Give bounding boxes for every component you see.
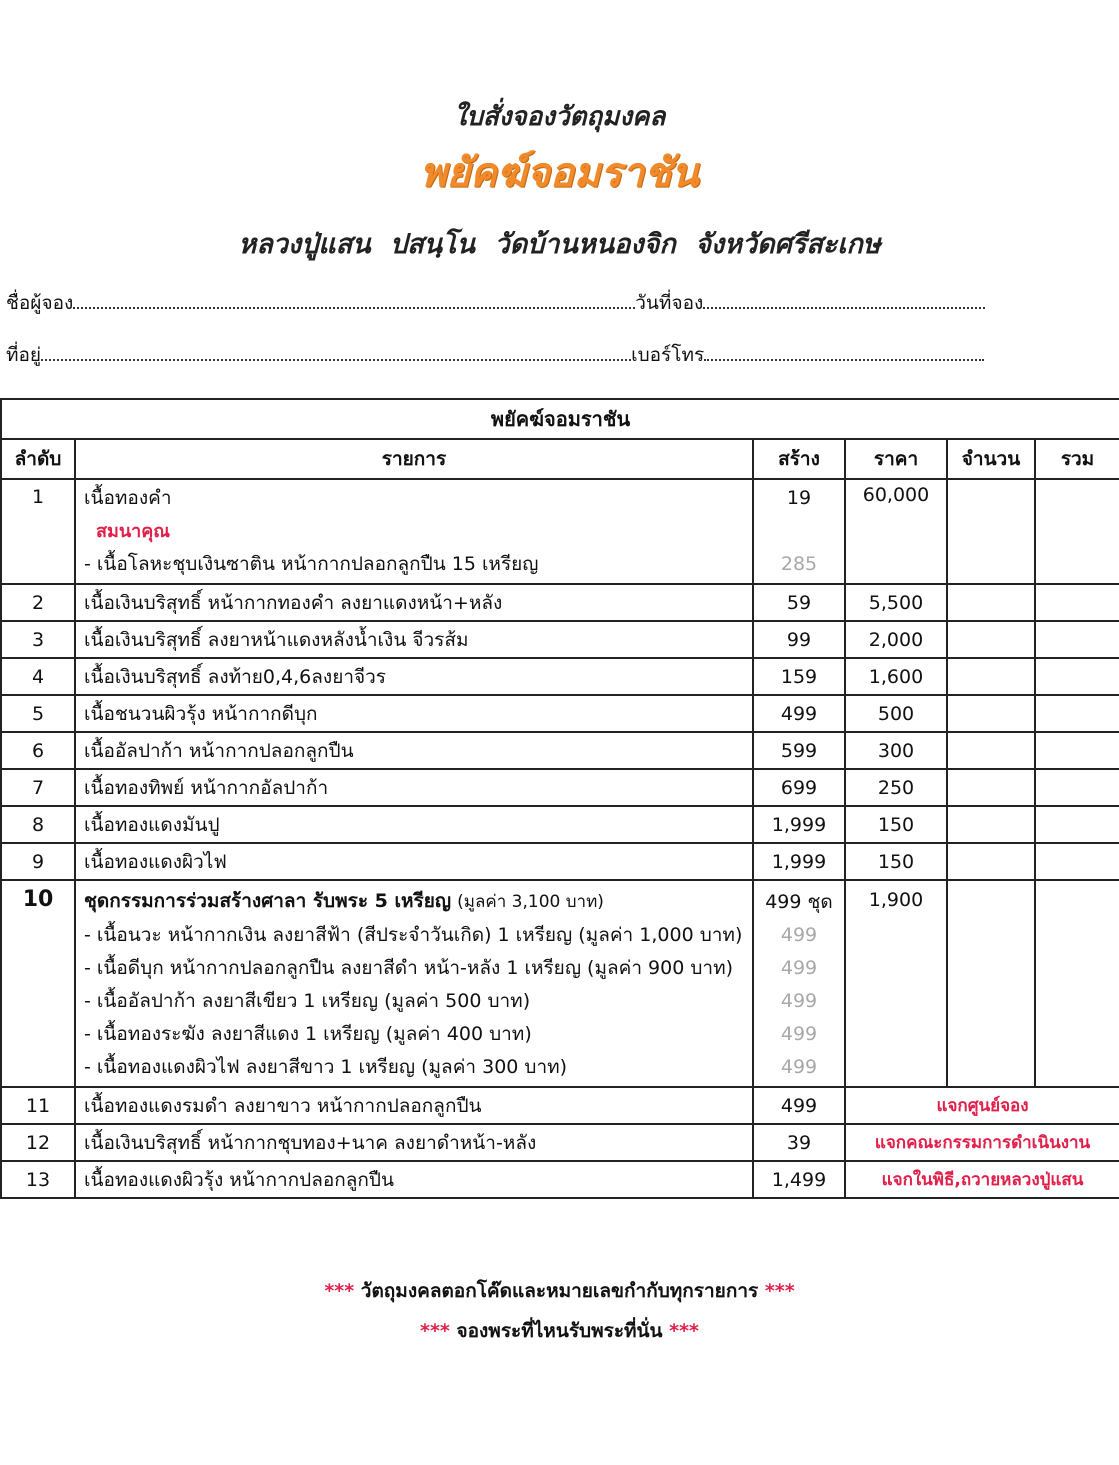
- footer-note-pickup-text: จองพระที่ไหนรับพระที่นั่น: [456, 1320, 663, 1342]
- footer-note-code: [0, 1276, 1119, 1306]
- row-total-cell[interactable]: [1035, 584, 1119, 621]
- row-no: 4: [1, 658, 75, 695]
- row-no: 6: [1, 732, 75, 769]
- table-row: [1, 769, 1119, 806]
- table-row: [1, 1087, 1119, 1124]
- col-header-price: ราคา: [845, 439, 947, 479]
- col-header-total: รวม: [1035, 439, 1119, 479]
- set-subitem-created: 499: [780, 989, 818, 1012]
- name-label: ชื่อผู้จอง: [6, 292, 74, 314]
- row-total-cell[interactable]: [1035, 658, 1119, 695]
- date-dotted-line: [703, 293, 985, 309]
- row-price: 60,000: [845, 479, 947, 584]
- row-created: 599: [753, 732, 845, 769]
- row-item: [75, 880, 753, 1087]
- stars-right: ***: [669, 1320, 699, 1342]
- set-value-note: (มูลค่า 3,100 บาท): [457, 892, 604, 912]
- row-created: [753, 880, 845, 1087]
- distribution-note: แจกศูนย์จอง: [845, 1087, 1119, 1124]
- form-title: ใบสั่งจองวัตถุมงคล: [453, 102, 666, 132]
- row-item: เนื้อทองแดงรมดำ ลงยาขาว หน้ากากปลอกลูกปืน: [75, 1087, 753, 1124]
- row-total-cell[interactable]: [1035, 479, 1119, 584]
- row-no: 12: [1, 1124, 75, 1161]
- row-created: 1,999: [753, 806, 845, 843]
- phone-label: เบอร์โทร: [631, 344, 705, 366]
- set-subitem-created: 499: [780, 956, 818, 979]
- set-subitem-5: - เนื้อทองแดงผิวไฟ ลงยาสีขาว 1 เหรียญ (มูลค่า 300 บาท): [84, 1056, 568, 1078]
- row-total-cell[interactable]: [1035, 880, 1119, 1087]
- row-item: เนื้อเงินบริสุทธิ์ ลงยาหน้าแดงหลังน้ำเงิน จีวรส้ม: [75, 621, 753, 658]
- row-created: 39: [753, 1124, 845, 1161]
- stars-right: ***: [764, 1280, 795, 1302]
- row-item: เนื้อเงินบริสุทธิ์ ลงท้าย0,4,6ลงยาจีวร: [75, 658, 753, 695]
- amulet-series-title: พยัคฆ์จอมราชัน: [420, 149, 699, 196]
- row-created-value: 19: [786, 487, 812, 509]
- row-created: 159: [753, 658, 845, 695]
- set-subitem-created: 499: [780, 923, 818, 946]
- row-quantity-cell[interactable]: [947, 479, 1035, 584]
- name-dotted-line: [73, 293, 635, 309]
- set-title: [84, 885, 744, 919]
- row-item: เนื้อเงินบริสุทธิ์ หน้ากากทองคำ ลงยาแดงหน้า+หลัง: [75, 584, 753, 621]
- col-header-item: รายการ: [75, 439, 753, 479]
- row-quantity-cell[interactable]: [947, 695, 1035, 732]
- set-subitem-3: - เนื้ออัลปาก้า ลงยาสีเขียว 1 เหรียญ (มูลค่า 500 บาท): [84, 990, 531, 1012]
- distribution-note: แจกคณะกรรมการดำเนินงาน: [845, 1124, 1119, 1161]
- row-item-text: เนื้อทองคำ: [84, 487, 172, 509]
- stars-left: ***: [324, 1280, 355, 1302]
- row-created: 99: [753, 621, 845, 658]
- row-price: 300: [845, 732, 947, 769]
- row-quantity-cell[interactable]: [947, 621, 1035, 658]
- row-price: 2,000: [845, 621, 947, 658]
- set-subitem-created: 499: [780, 1022, 818, 1045]
- row-item: เนื้อทองแดงมันปู: [75, 806, 753, 843]
- row-no: 7: [1, 769, 75, 806]
- table-row: [1, 621, 1119, 658]
- footer-note-pickup: [0, 1316, 1119, 1346]
- row-total-cell[interactable]: [1035, 621, 1119, 658]
- table-row-set: [1, 880, 1119, 1087]
- row-no: 9: [1, 843, 75, 880]
- row-total-cell[interactable]: [1035, 695, 1119, 732]
- row-no: 11: [1, 1087, 75, 1124]
- footer-note-code-text: วัตถุมงคลตอกโค๊ดและหมายเลขกำกับทุกรายการ: [360, 1280, 759, 1302]
- distribution-note: แจกในพิธี,ถวายหลวงปู่แสน: [845, 1161, 1119, 1198]
- row-price: 150: [845, 806, 947, 843]
- table-row: [1, 732, 1119, 769]
- row-item: เนื้อเงินบริสุทธิ์ หน้ากากชุบทอง+นาค ลงยาดำหน้า-หลัง: [75, 1124, 753, 1161]
- row-quantity-cell[interactable]: [947, 584, 1035, 621]
- row-item: เนื้อทองแดงผิวรุ้ง หน้ากากปลอกลูกปืน: [75, 1161, 753, 1198]
- row-total-cell[interactable]: [1035, 806, 1119, 843]
- row-created: 1,499: [753, 1161, 845, 1198]
- address-label: ที่อยู่: [6, 344, 42, 366]
- row-no: 13: [1, 1161, 75, 1198]
- row-item: [75, 479, 753, 584]
- table-row: [1, 843, 1119, 880]
- order-table: [0, 398, 1119, 1199]
- row-price: 250: [845, 769, 947, 806]
- row-no: 5: [1, 695, 75, 732]
- row-created: 1,999: [753, 843, 845, 880]
- table-row: [1, 479, 1119, 584]
- address-field[interactable]: [6, 340, 984, 370]
- stars-left: ***: [420, 1320, 450, 1342]
- table-caption: พยัคฆ์จอมราชัน: [1, 399, 1119, 439]
- set-subitem-created: 499: [780, 1055, 818, 1078]
- set-subitem-1: - เนื้อนวะ หน้ากากเงิน ลงยาสีฟ้า (สีประจำวันเกิด) 1 เหรียญ (มูลค่า 1,000 บาท): [84, 924, 743, 946]
- row-created: 59: [753, 584, 845, 621]
- row-price: 5,500: [845, 584, 947, 621]
- row-no: 1: [1, 479, 75, 584]
- set-subitem-2: - เนื้อดีบุก หน้ากากปลอกลูกปืน ลงยาสีดำ หน้า-หลัง 1 เหรียญ (มูลค่า 900 บาท): [84, 957, 734, 979]
- name-field[interactable]: [6, 288, 985, 318]
- address-dotted-line: [41, 345, 631, 361]
- row-quantity-cell[interactable]: [947, 658, 1035, 695]
- row-no: 8: [1, 806, 75, 843]
- set-subitem-4: - เนื้อทองระฆัง ลงยาสีแดง 1 เหรียญ (มูลค่า 400 บาท): [84, 1023, 532, 1045]
- row-created: 499: [753, 1087, 845, 1124]
- row-no: 3: [1, 621, 75, 658]
- row-item: เนื้ออัลปาก้า หน้ากากปลอกลูกปืน: [75, 732, 753, 769]
- row-created: 699: [753, 769, 845, 806]
- set-created-value: 499 ชุด: [765, 890, 833, 913]
- row-total-cell[interactable]: [1035, 843, 1119, 880]
- row-item: เนื้อทองทิพย์ หน้ากากอัลปาก้า: [75, 769, 753, 806]
- row-quantity-cell[interactable]: [947, 732, 1035, 769]
- row-item: เนื้อทองแดงผิวไฟ: [75, 843, 753, 880]
- row-quantity-cell[interactable]: [947, 769, 1035, 806]
- row-price: 1,600: [845, 658, 947, 695]
- set-title-text: ชุดกรรมการร่วมสร้างศาลา รับพระ 5 เหรียญ: [84, 890, 452, 912]
- col-header-created: สร้าง: [753, 439, 845, 479]
- date-label: วันที่จอง: [635, 292, 704, 314]
- row-quantity-cell[interactable]: [947, 843, 1035, 880]
- row-price: 500: [845, 695, 947, 732]
- table-row: [1, 658, 1119, 695]
- table-row: [1, 1161, 1119, 1198]
- row-spacer: [762, 515, 836, 548]
- col-header-no: ลำดับ: [1, 439, 75, 479]
- table-row: [1, 1124, 1119, 1161]
- row-price: 1,900: [845, 880, 947, 1087]
- row-no: 10: [1, 880, 75, 1087]
- row-quantity-cell[interactable]: [947, 806, 1035, 843]
- row-price: 150: [845, 843, 947, 880]
- row-quantity-cell[interactable]: [947, 880, 1035, 1087]
- row-created: 499: [753, 695, 845, 732]
- table-header-row: [1, 439, 1119, 479]
- row-created: [753, 479, 845, 584]
- bonus-created-value: 285: [780, 553, 818, 575]
- table-row: [1, 584, 1119, 621]
- table-row: [1, 695, 1119, 732]
- row-total-cell[interactable]: [1035, 732, 1119, 769]
- temple-subtitle: หลวงปู่แสน ปสนฺโน วัดบ้านหนองจิก จังหวัดศรีสะเกษ: [238, 229, 881, 260]
- bonus-item-text: - เนื้อโลหะชุบเงินซาติน หน้ากากปลอกลูกปืน 15 เหรียญ: [84, 553, 539, 575]
- bonus-label: สมนาคุณ: [96, 521, 171, 542]
- row-item: เนื้อชนวนผิวรุ้ง หน้ากากดีบุก: [75, 695, 753, 732]
- row-total-cell[interactable]: [1035, 769, 1119, 806]
- phone-dotted-line: [704, 345, 984, 361]
- row-no: 2: [1, 584, 75, 621]
- col-header-quantity: จำนวน: [947, 439, 1035, 479]
- table-row: [1, 806, 1119, 843]
